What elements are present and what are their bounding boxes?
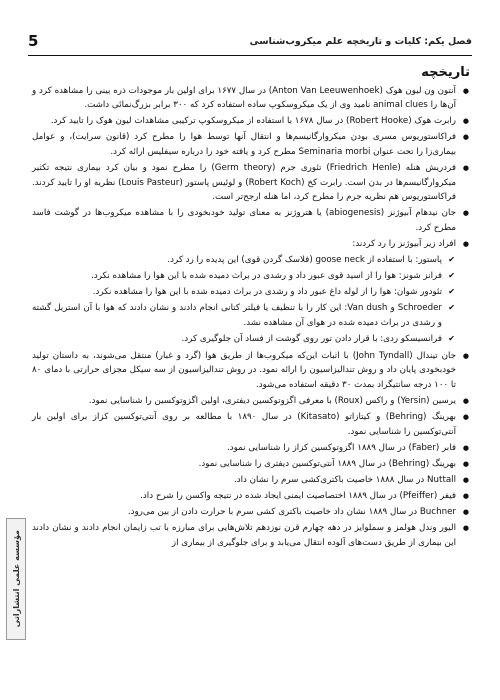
list-item: ● جان نیدهام آبیوژنز (abiogenesis) یا هتروژنز به معنای تولید خودبخودی را با مشاهده میکروب‌ها در گوشت فاسد مطرح کرد. [32,206,456,235]
history-list [32,84,470,252]
list-item: ● جان تیندال (John Tyndall) با اثبات این‌که میکروب‌ها از طریق هوا (گرد و غبار) منتقل می‌شوند، به داستان تولید خودبخودی پایان داد و روش تندالیزاسیون را ارائه نمود. در روش تندالیزاسیون از سه سیکل مجزای حرارتی با دمای ۸۰ تا ۱۰۰ درجه سانتیگراد بمدت ۳۰ دقیقه استفاده می‌شود. [32,349,456,393]
list-item: ● فردریش هنله (Friedrich Henle) تئوری جرم (Germ theory) را مطرح نمود و بیان کرد بیماری نتیجه تکثیر میکروارگانیسم‌ها در بدن است. رابرت کخ (Robert Koch) و لوئیس پاستور (Louis Pasteur) نظریه او را تایید کردند. فراکاستوریوس هم نظریه جرم را مطرح کرد، اما هنله ارجح‌تر است. [32,161,456,205]
list-item: ● افراد زیر آبیوژنز را رد کردند: [32,237,456,252]
publisher-side-tab [6,518,26,640]
list-item: ● فابر (Faber) در سال ۱۸۸۹ اگزوتوکسین کزاز را شناسایی نمود. [32,441,456,456]
page-number: 5 [28,32,39,50]
list-item: ● الیور وندل هولمز و سملوایز در دهه چهارم قرن نوزدهم تلاش‌هایی برای مبارزه با تب زایمان انجام دادند و نشان دادند این بیماری از طریق دست‌های آلوده انتقال می‌یابد و برای جلوگیری از بیماری از [32,521,456,550]
list-item: ● Buchner در سال ۱۸۸۹ نشان داد خاصیت باکتری کشی سرم با حرارت دادن از بین می‌رود. [32,505,456,520]
list-item: ● بهرینگ (Behring) و کیتازاتو (Kitasato) در سال ۱۸۹۰ با مطالعه بر روی آنتی‌توکسین کزاز برای اولین بار آنتی‌توکسین را شناسایی نمود. [32,410,456,439]
list-item: ● رابرت هوک (Robert Hooke) در سال ۱۶۷۸ با استفاده از میکروسکوپ ترکیبی مشاهدات لیون هوک را تایید کرد. [32,114,456,129]
list-item: ● فراکاستوریوس مسری بودن میکروارگانیسم‌ها و انتقال آنها توسط هوا را مطرح کرد (قانون سرایت)، و عوامل بیماری‌زا را تحت عنوان Seminaria morbi مطرح کرد و یافته خود را درباره سیفلیس ارائه کرد. [32,130,456,159]
sub-list-item: ✔ فرانسیسکو ردی: با قرار دادن تور روی گوشت از فساد آن جلوگیری کرد. [32,332,442,347]
running-title: فصل یکم: کلیات و تاریخچه علم میکروب‌شناسی [249,36,472,47]
page-header [28,30,472,56]
history-list-continued [32,349,470,551]
section-title: تاریخچه [421,65,470,80]
sub-list-item: ✔ پاستور: با استفاده از goose neck (فلاسک گردن قوی) این پدیده را رد کرد. [32,253,442,268]
list-item: ● بهرینگ (Behring) در سال ۱۸۸۹ آنتی‌توکسین دیفتری را شناسایی نمود. [32,457,456,472]
sub-list-item: ✔ فرانز شونز: هوا را از اسید قوی عبور داد و رشدی در براث دمیده شده با این هوا را مشاهده نکرد. [32,269,442,284]
abiogenesis-rejecters-list [32,253,470,347]
list-item: ● Nuttall در سال ۱۸۸۸ خاصیت باکتری‌کشی سرم را نشان داد. [32,473,456,488]
list-item: ● آنتون ون لیون هوک (Anton Van Leeuwenhoek) در سال ۱۶۷۷ برای اولین بار موجودات ذره بینی را مشاهده کرد و آن‌ها را animal clues نامید وی از یک میکروسکوپ ساده استفاده کرد که ۳۰۰ برابر بزرگ‌نمائی داشت. [32,84,456,113]
page-content [32,66,470,680]
list-item: ● یرسین (Yersin) و راکس (Roux) با معرفی اگزوتوکسین دیفتری، اولین اگزوتوکسین را شناسایی نمود. [32,394,456,409]
sub-list-item: ✔ Schroeder و Van dush: این کار را با تنظیف یا فیلتر کتانی انجام دادند و نشان دادند که هوا با آن استریل گشته و رشدی در براث دمیده شده در هوای آن مشاهده نشد. [32,301,442,330]
sub-list-item: ✔ تئودور شوان: هوا را از لوله داغ عبور داد و رشدی در براث دمیده شده با این هوا را مشاهده نکرد. [32,285,442,300]
list-item: ● فیفر (Pfeiffer) در سال ۱۸۸۹ اختصاصیت ایمنی ایجاد شده در نتیجه واکسن را شرح داد. [32,489,456,504]
header-rule [28,55,472,56]
publisher-label: مؤسسه علمی انتشاراتی [11,530,21,628]
